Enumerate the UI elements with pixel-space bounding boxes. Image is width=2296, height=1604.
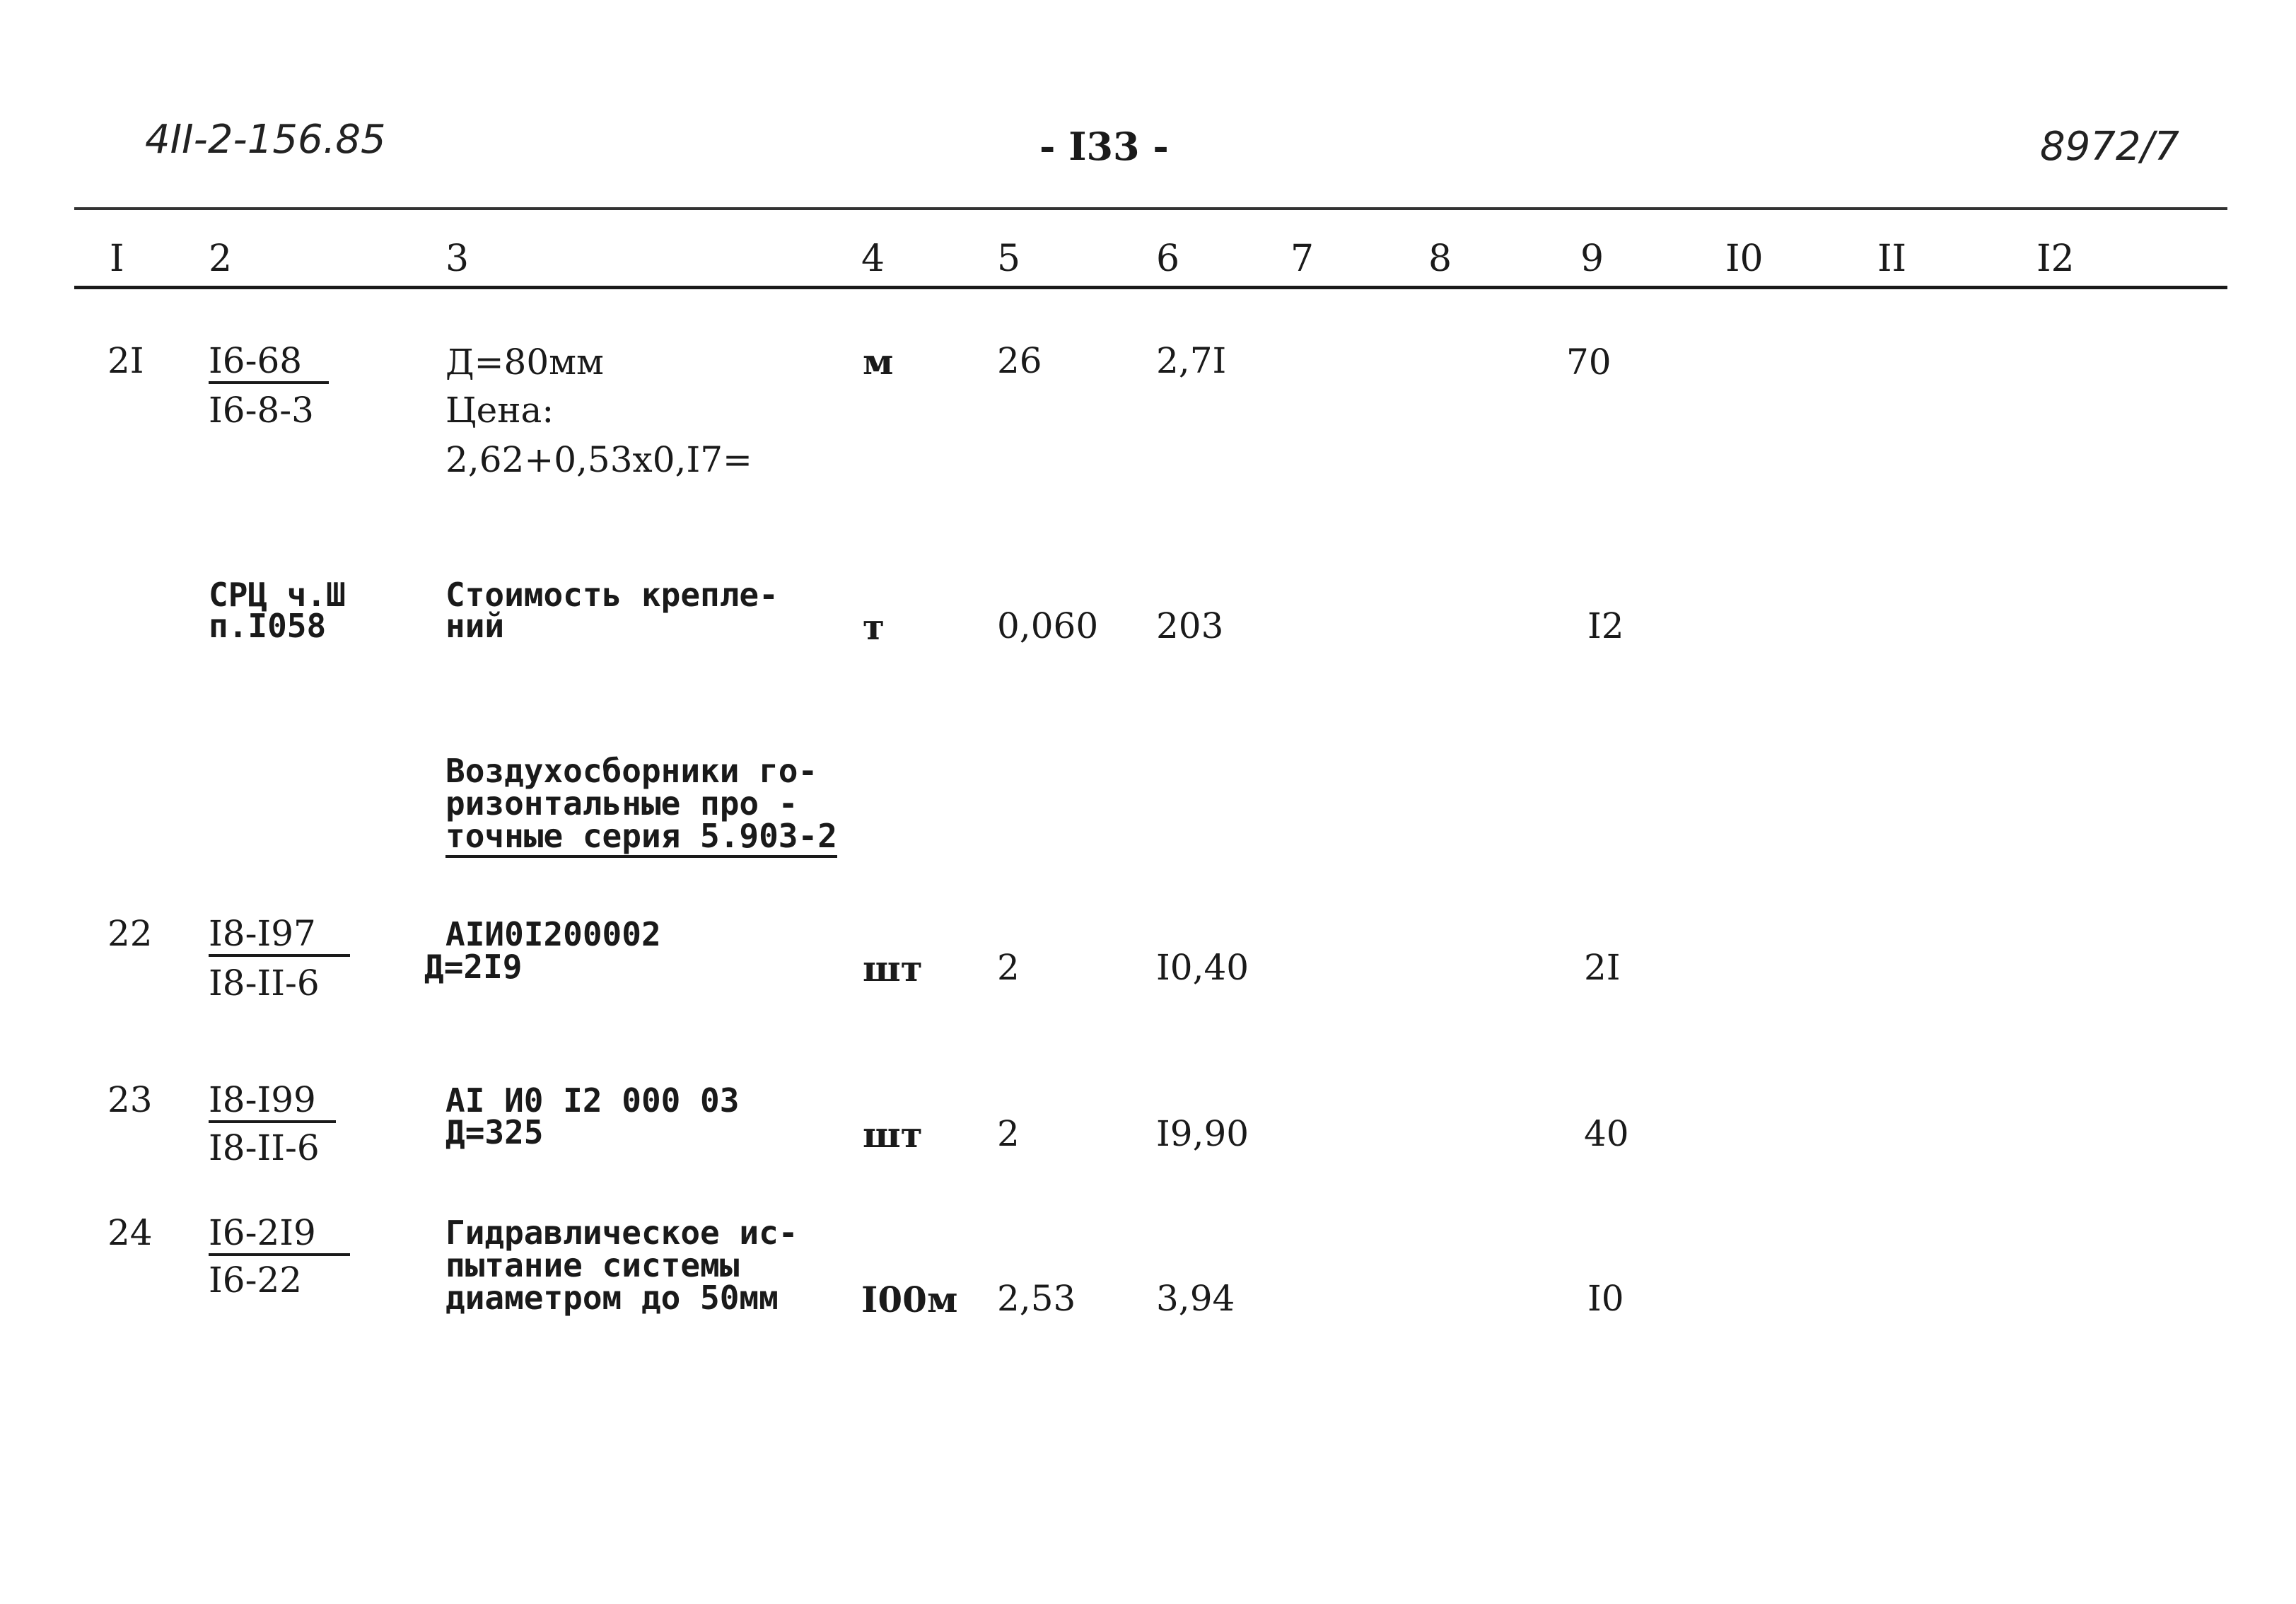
unit: м [863,341,894,383]
column-header: 9 [1580,238,1604,280]
column-header: I2 [2036,238,2075,280]
item-description: ний [445,607,505,645]
document-code: 4II-2-156.85 [145,117,386,163]
total: 40 [1584,1113,1629,1154]
norm-code-top: I8-I97 [209,916,350,957]
total: 70 [1566,342,1612,383]
norm-code-top: СРЦ ч.Ш [209,576,346,614]
norm-code-top: I6-2I9 [209,1215,350,1256]
item-description: AI И0 I2 000 03 [445,1081,740,1120]
norm-code-bottom: п.I058 [209,607,327,645]
column-header: 8 [1428,238,1452,280]
norm-code-bottom: I8-II-6 [209,1127,320,1168]
column-header: 3 [445,238,470,280]
unit-price: I0,40 [1156,947,1249,988]
quantity: 2 [997,947,1020,988]
column-header: II [1877,238,1907,280]
item-description: Стоимость крепле- [445,576,779,614]
unit-price: I9,90 [1156,1113,1249,1154]
norm-code-top: I8-I99 [209,1082,336,1123]
norm-code-bottom: I6-22 [209,1260,303,1301]
item-description: Гидравлическое ис- [445,1214,798,1252]
item-description: AIИ0I200002 [445,915,661,953]
item-description: диаметром до 50мм [445,1279,779,1317]
column-header: 7 [1290,238,1315,280]
column-header: I [110,238,124,280]
top-rule [74,207,2227,210]
row-number: 24 [107,1212,153,1253]
item-description: Д=2I9 [424,948,523,986]
column-header: 5 [997,238,1021,280]
item-description: Д=325 [445,1113,544,1151]
quantity: 26 [997,340,1042,381]
item-description: Д=80мм [445,342,604,383]
quantity: 0,060 [997,605,1099,646]
unit: шт [863,948,923,989]
column-header: 2 [209,238,233,280]
total: I0 [1587,1278,1624,1319]
total: I2 [1587,605,1624,646]
total: 2I [1584,947,1621,988]
sheet-reference: 8972/7 [2040,124,2180,170]
section-title-line: Воздухосборники го- [445,752,818,790]
header-bottom-rule [74,286,2227,289]
row-number: 2I [107,340,144,381]
section-title-line: ризонтальные про - [445,784,798,823]
norm-code-top: I6-68 [209,343,329,384]
section-title-line: точные серия 5.903-2 [445,820,837,858]
column-header: I0 [1725,238,1764,280]
column-header: 6 [1156,238,1180,280]
page-number: - I33 - [1039,124,1169,169]
norm-code-bottom: I8-II-6 [209,963,320,1004]
unit-price: 2,7I [1156,340,1227,381]
quantity: 2 [997,1113,1020,1154]
unit-price: 3,94 [1156,1278,1235,1319]
item-description: пытание системы [445,1246,740,1284]
unit: шт [863,1114,923,1156]
unit: I00м [861,1279,958,1320]
item-description: Цена: [445,390,554,431]
unit: т [863,606,885,648]
column-header: 4 [861,238,885,280]
unit-price: 203 [1156,605,1224,646]
row-number: 22 [107,913,153,954]
item-description: 2,62+0,53х0,I7= [445,439,752,480]
row-number: 23 [107,1079,153,1120]
quantity: 2,53 [997,1278,1076,1319]
norm-code-bottom: I6-8-3 [209,390,314,431]
